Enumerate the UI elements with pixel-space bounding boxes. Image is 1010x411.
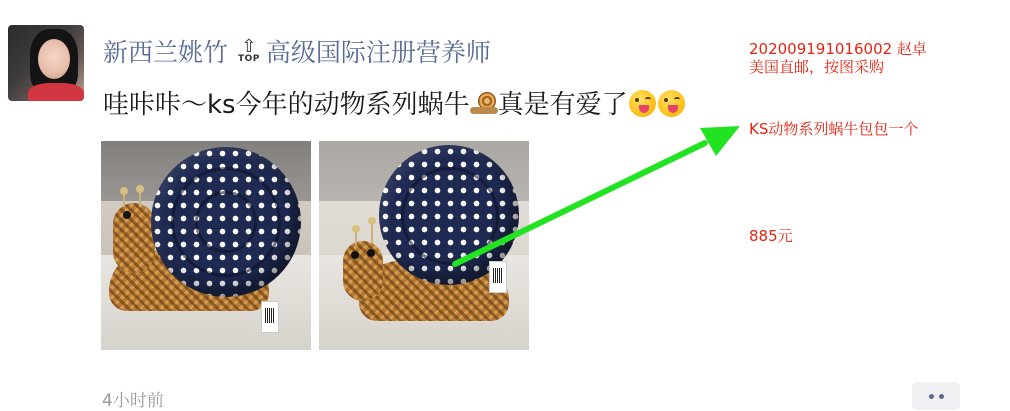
post-text-prefix: 哇咔咔～ks今年的动物系列蜗牛 (103, 90, 470, 120)
order-id-line: 202009191016002 赵卓 (749, 40, 927, 58)
dot (929, 394, 934, 399)
price-annotation: 885元 (749, 227, 793, 245)
top-arrow-icon: ⇧ TOP (238, 35, 260, 64)
order-note-line: 美国直邮，按图采购 (749, 58, 885, 76)
product-annotation: KS动物系列蜗牛包包一个 (749, 120, 919, 138)
more-dots-icon[interactable] (912, 382, 960, 410)
author-title[interactable]: 高级国际注册营养师 (265, 38, 491, 67)
author-name[interactable]: 新西兰姚竹 (103, 38, 229, 67)
arrow-shaft (455, 143, 705, 264)
post-timestamp: 4小时前 (102, 391, 164, 411)
dot (939, 394, 944, 399)
post-text-suffix: 真是有爱了 (497, 90, 628, 120)
